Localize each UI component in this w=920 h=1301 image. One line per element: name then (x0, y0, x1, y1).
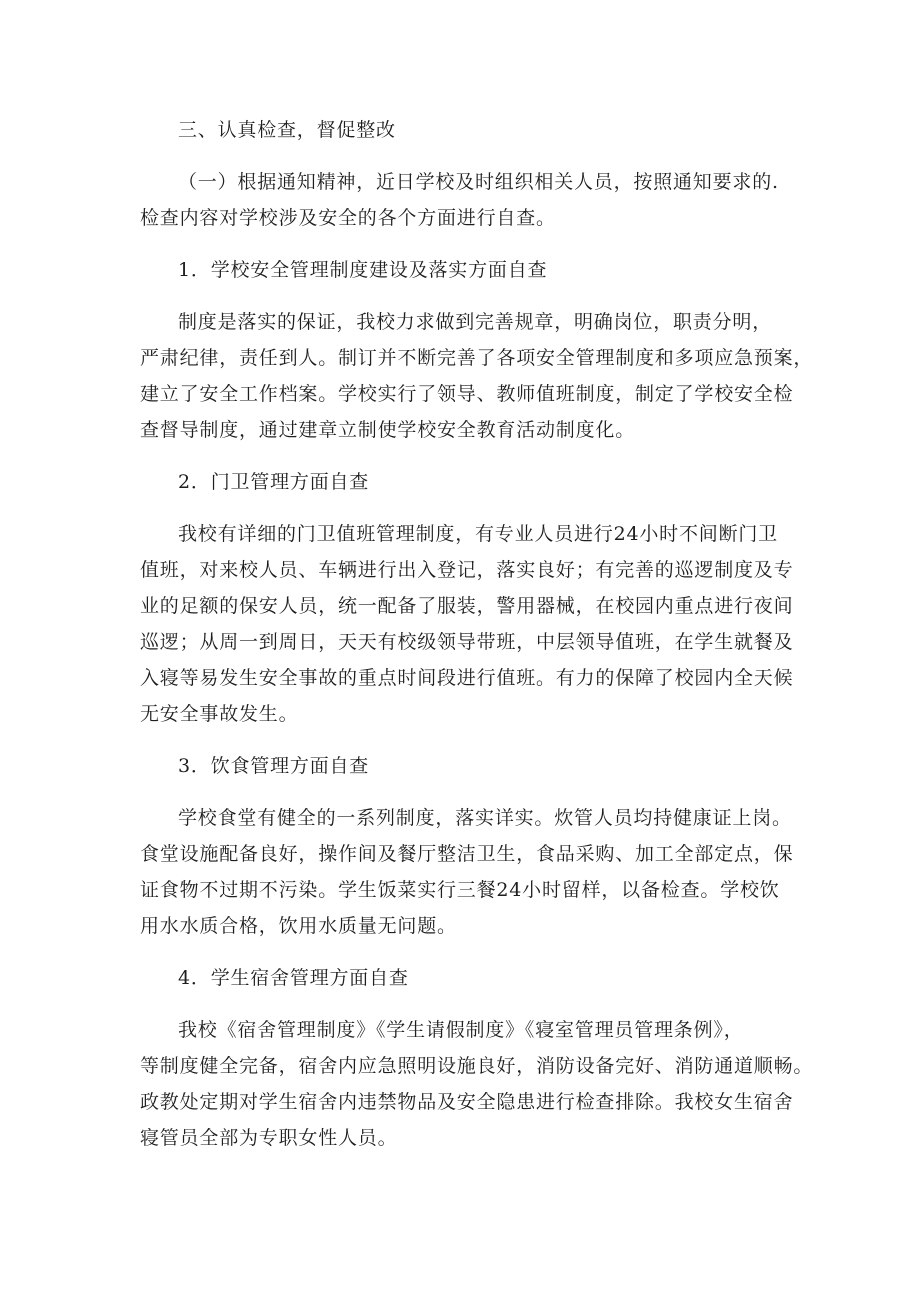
paragraph-line: 政教处定期对学生宿舍内违禁物品及安全隐患进行检查排除。我校女生宿舍 (140, 1091, 794, 1113)
paragraph-line: 学校食堂有健全的一系列制度，落实详实。炊管人员均持健康证上岗。 (178, 807, 792, 829)
paragraph-line: 用水水质合格，饮用水质量无问题。 (140, 915, 457, 937)
paragraph-line: 业的足额的保安人员，统一配备了服装，警用器械，在校园内重点进行夜间 (140, 595, 794, 617)
paragraph-line: 我校有详细的门卫值班管理制度，有专业人员进行24小时不间断门卫 (178, 523, 778, 545)
paragraph-line: 建立了安全工作档案。学校实行了领导、教师值班制度，制定了学校安全检 (140, 383, 794, 405)
item-heading: 3．饮食管理方面自查 (178, 755, 370, 777)
intro-line: 检查内容对学校涉及安全的各个方面进行自查。 (140, 207, 556, 229)
paragraph-line: 等制度健全完备，宿舍内应急照明设施良好，消防设备完好、消防通道顺畅。 (140, 1055, 814, 1077)
paragraph-line: 巡逻；从周一到周日，天天有校级领导带班，中层领导值班，在学生就餐及 (140, 631, 794, 653)
item-heading: 1．学校安全管理制度建设及落实方面自查 (178, 259, 548, 281)
paragraph-line: 我校《宿舍管理制度》《学生请假制度》《寝室管理员管理条例》， (178, 1019, 744, 1041)
paragraph-line: 制度是落实的保证，我校力求做到完善规章，明确岗位，职责分明， (178, 311, 773, 333)
paragraph-line: 无安全事故发生。 (140, 703, 299, 725)
item-heading: 2．门卫管理方面自查 (178, 471, 370, 493)
paragraph-line: 值班，对来校人员、车辆进行出入登记，落实良好；有完善的巡逻制度及专 (140, 559, 794, 581)
item-heading: 4．学生宿舍管理方面自查 (178, 967, 409, 989)
paragraph-line: 入寝等易发生安全事故的重点时间段进行值班。有力的保障了校园内全天候 (140, 667, 794, 689)
paragraph-line: 食堂设施配备良好，操作间及餐厅整洁卫生，食品采购、加工全部定点，保 (140, 843, 794, 865)
intro-line: （一）根据通知精神，近日学校及时组织相关人员，按照通知要求的. (178, 171, 779, 193)
paragraph-line: 寝管员全部为专职女性人员。 (140, 1127, 398, 1149)
section-title: 三、认真检查，督促整改 (178, 119, 396, 141)
document-body (140, 112, 814, 1156)
paragraph-line: 查督导制度，通过建章立制使学校安全教育活动制度化。 (140, 419, 636, 441)
paragraph-line: 严肃纪律，责任到人。制订并不断完善了各项安全管理制度和多项应急预案， (140, 347, 814, 369)
paragraph-line: 证食物不过期不污染。学生饭菜实行三餐24小时留样，以备检查。学校饮 (140, 879, 780, 901)
